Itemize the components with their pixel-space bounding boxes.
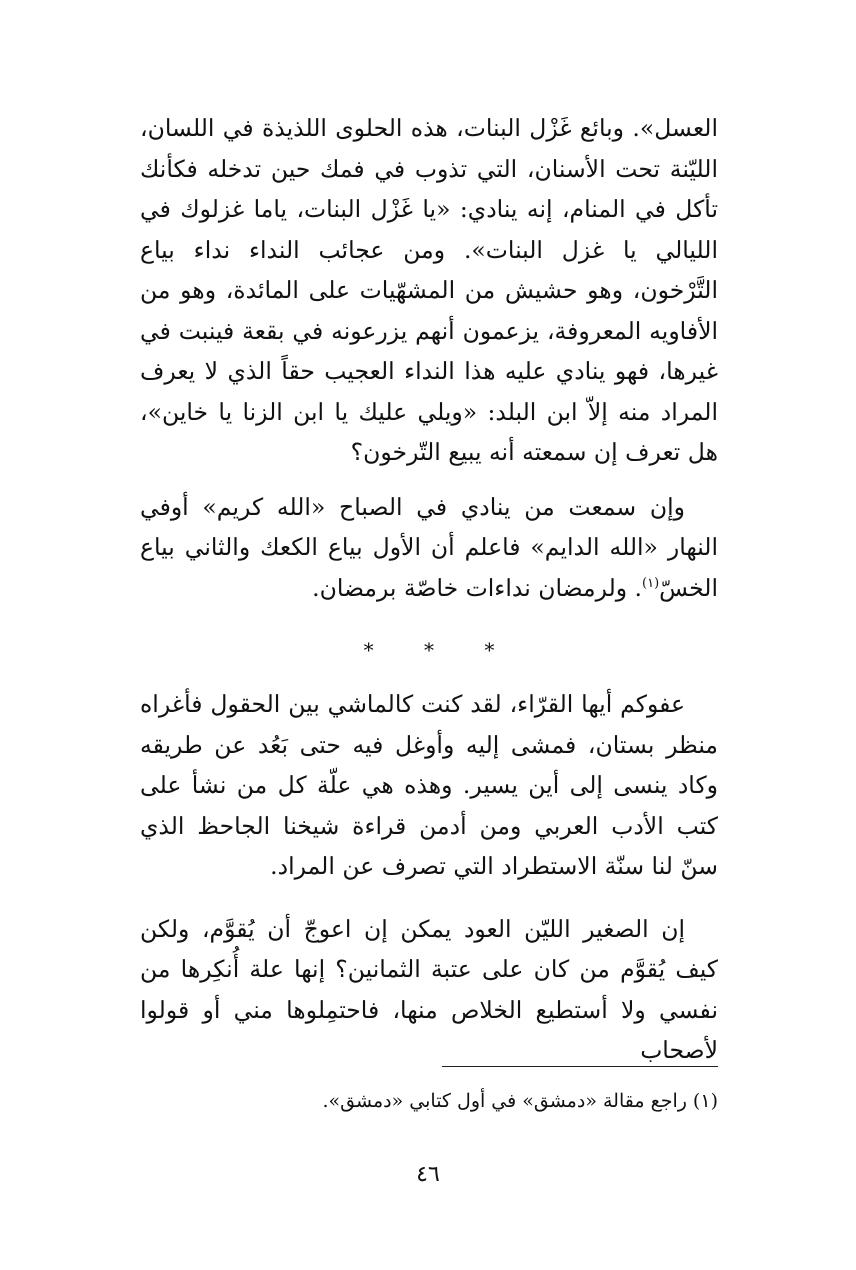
paragraph-1: العسل». وبائع غَزْل البنات، هذه الحلوى اللذيذة في اللسان، الليّنة تحت الأسنان، التي تذوب في فمك حين تدخله فكأنك تأكل في المنام، إنه ينادي: «يا غَزْل البنات، ياما غزلوك في الليالي يا غزل البنات». ومن عجائب النداء نداء بياع التَّرْخون، وهو حشيش من المشهّيات على المائدة، وهو من الأفاويه المعروفة، يزعمون أنهم يزرعونه في بقعة فينبت في غيرها، فهو ينادي عليه هذا النداء العجيب حقاً الذي لا يعرف المراد منه إلاّ ابن البلد: «ويلي عليك يا ابن الزنا يا خاين»، هل تعرف إن سمعته أنه يبيع التّرخون؟ <box>140 114 718 466</box>
paragraph-4: إن الصغير الليّن العود يمكن إن اعوجّ أن يُقوَّم، ولكن كيف يُقوَّم من كان على عتبة الثمانين؟ إنها علة أُنكِرها من نفسي ولا أستطيع الخلاص منها، فاحتمِلوها مني أو قولوا لأصحاب <box>140 914 718 1064</box>
page-body <box>140 108 718 1071</box>
paragraph-3: عفوكم أيها القرّاء، لقد كنت كالماشي بين الحقول فأغراه منظر بستان، فمشى إليه وأوغل فيه حتى بَعُد عن طريقه وكاد ينسى إلى أين يسير. وهذه هي علّة كل من نشأ على كتب الأدب العربي ومن أدمن قراءة شيخنا الجاحظ الذي سنّ لنا سنّة الاستطراد التي تصرف عن المراد. <box>140 690 718 880</box>
paragraph-2-text: وإن سمعت من ينادي في الصباح «الله كريم» أوفي النهار «الله الدايم» فاعلم أن الأول بياع الكعك والثاني بياع الخسّ <box>140 492 718 602</box>
paragraph-2 <box>140 487 718 609</box>
footnote: (١) راجع مقالة «دمشق» في أول كتابي «دمشق». <box>322 1090 718 1112</box>
paragraph-2-tail: . ولرمضان نداءات خاصّة برمضان. <box>312 573 643 602</box>
page-number: ٤٦ <box>416 1162 440 1187</box>
footnote-divider <box>442 1066 718 1067</box>
footnote-reference[interactable]: (١) <box>642 575 660 591</box>
section-separator: * * * <box>363 638 517 662</box>
